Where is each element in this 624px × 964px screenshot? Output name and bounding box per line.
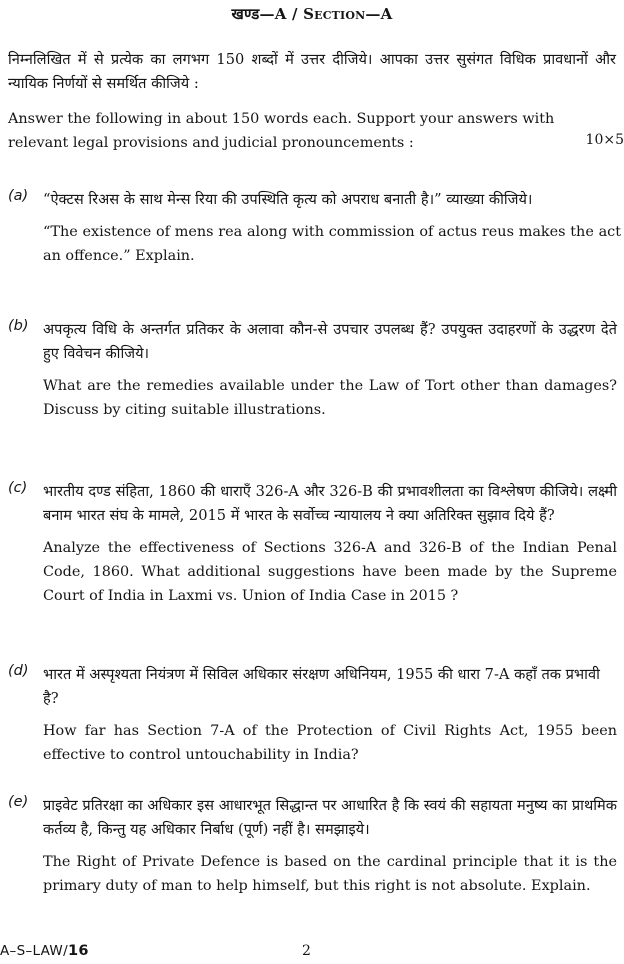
section-heading <box>0 4 624 24</box>
question-text-hindi: भारत में अस्पृश्यता नियंत्रण में सिविल अधिकार संरक्षण अधिनियम, 1955 की धारा 7-A कहाँ तक प्रभावी है? <box>43 666 600 707</box>
question-text-english: Analyze the effectiveness of Sections 326-A and 326-B of the Indian Penal Code, 1860. What additional suggestions have been made by the Supreme Court of India in Laxmi vs. Union of India Case in 2015 ? <box>43 540 617 604</box>
question-text-hindi: “ऐक्टस रिअस के साथ मेन्स रिया की उपस्थिति कृत्य को अपराध बनाती है।” व्याख्या कीजिये। <box>43 191 533 208</box>
question-text-english: How far has Section 7-A of the Protection of Civil Rights Act, 1955 been effective to control untouchability in India? <box>43 723 617 763</box>
question-text-hindi: प्राइवेट प्रतिरक्षा का अधिकार इस आधारभूत सिद्धान्त पर आधारित है कि स्वयं की सहायता मनुष्य का प्राथमिक कर्तव्य है, किन्तु यह अधिकार निर्बाध (पूर्ण) नहीं है। समझाइये। <box>43 797 617 838</box>
instructions-hindi: निम्नलिखित में से प्रत्येक का लगभग 150 शब्दों में उत्तर दीजिये। आपका उत्तर सुसंगत विधिक प्रावधानों और न्यायिक निर्णयों से समर्थित कीजिये : <box>8 51 616 92</box>
question-label: (b) <box>8 318 29 334</box>
paper-code <box>0 943 89 959</box>
question-text-english: What are the remedies available under the Law of Tort other than damages? Discuss by citing suitable illustrations. <box>43 378 617 418</box>
section-heading-english: Section—A <box>303 5 393 23</box>
question-text-hindi: भारतीय दण्ड संहिता, 1860 की धाराएँ 326-A और 326-B की प्रभावशीलता का विश्लेषण कीजिये। लक्ष्मी बनाम भारत संघ के मामले, 2015 में भारत के सर्वोच्च न्यायालय ने क्या अतिरिक्त सुझाव दिये हैं? <box>43 483 617 524</box>
question-label: (a) <box>8 188 29 204</box>
instructions-english: Answer the following in about 150 words each. Support your answers with relevant legal provisions and judicial pronouncements : <box>8 111 555 151</box>
paper-code-number: 16 <box>67 943 89 959</box>
question-label: (c) <box>8 480 28 496</box>
question-b <box>43 318 617 422</box>
section-heading-hindi: खण्ड—A / <box>231 5 304 23</box>
question-c <box>43 480 617 608</box>
question-label: (e) <box>8 794 29 810</box>
question-a <box>43 188 621 268</box>
question-d <box>43 663 617 767</box>
question-label: (d) <box>8 663 29 679</box>
question-text-english: The Right of Private Defence is based on the cardinal principle that it is the primary duty of man to help himself, but this right is not absolute. Explain. <box>43 854 617 894</box>
question-text-english: “The existence of mens rea along with commission of actus reus makes the act an offence.” Explain. <box>43 224 621 264</box>
paper-code-prefix: A–S–LAW/ <box>0 943 68 959</box>
marks-allocation: 10×5 <box>585 132 624 148</box>
question-e <box>43 794 617 898</box>
page-number: 2 <box>302 943 311 959</box>
question-text-hindi: अपकृत्य विधि के अन्तर्गत प्रतिकर के अलावा कौन-से उपचार उपलब्ध हैं? उपयुक्त उदाहरणों के उद्धरण देते हुए विवेचन कीजिये। <box>43 321 617 362</box>
